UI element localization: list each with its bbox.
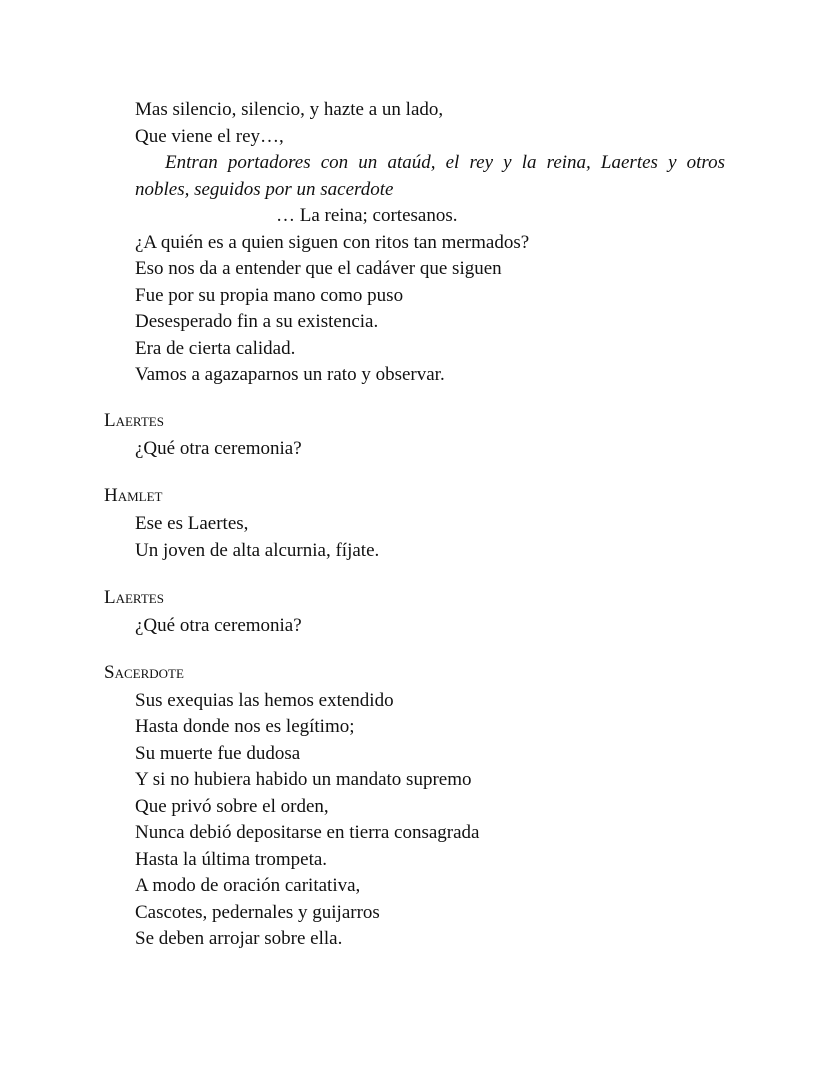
verse-line: Era de cierta calidad. [135,338,296,359]
verse-line: A modo de oración caritativa, [135,875,361,896]
verse-line: Que viene el rey…, [135,126,284,147]
verse-line: Ese es Laertes, [135,513,249,534]
verse-line: Se deben arrojar sobre ella. [135,928,343,949]
speaker-name: Laertes [104,587,164,608]
verse-line: ¿Qué otra ceremonia? [135,615,302,636]
verse-line: Vamos a agazaparnos un rato y observar. [135,364,445,385]
speaker-name: Sacerdote [104,662,184,683]
verse-line: Eso nos da a entender que el cadáver que siguen [135,258,502,279]
speaker-name: Laertes [104,410,164,431]
verse-line: Desesperado fin a su existencia. [135,311,379,332]
verse-line: Que privó sobre el orden, [135,796,329,817]
stage-direction: Entran portadores con un ataúd, el rey y la reina, Laertes y otros [165,152,725,173]
verse-line: Hasta donde nos es legítimo; [135,716,355,737]
verse-line: Hasta la última trompeta. [135,849,328,870]
verse-line: Un joven de alta alcurnia, fíjate. [135,540,380,561]
verse-line: ¿A quién es a quien siguen con ritos tan mermados? [135,232,530,253]
verse-line: Sus exequias las hemos extendido [135,690,394,711]
verse-continuation: … La reina; cortesanos. [276,205,458,226]
verse-line: ¿Qué otra ceremonia? [135,438,302,459]
speaker-name: Hamlet [104,485,163,506]
verse-line: Mas silencio, silencio, y hazte a un lado, [135,99,444,120]
stage-direction: nobles, seguidos por un sacerdote [135,179,394,200]
verse-line: Nunca debió depositarse en tierra consagrada [135,822,480,843]
verse-line: Fue por su propia mano como puso [135,285,404,306]
verse-line: Y si no hubiera habido un mandato supremo [135,769,472,790]
verse-line: Su muerte fue dudosa [135,743,301,764]
verse-line: Cascotes, pedernales y guijarros [135,902,380,923]
